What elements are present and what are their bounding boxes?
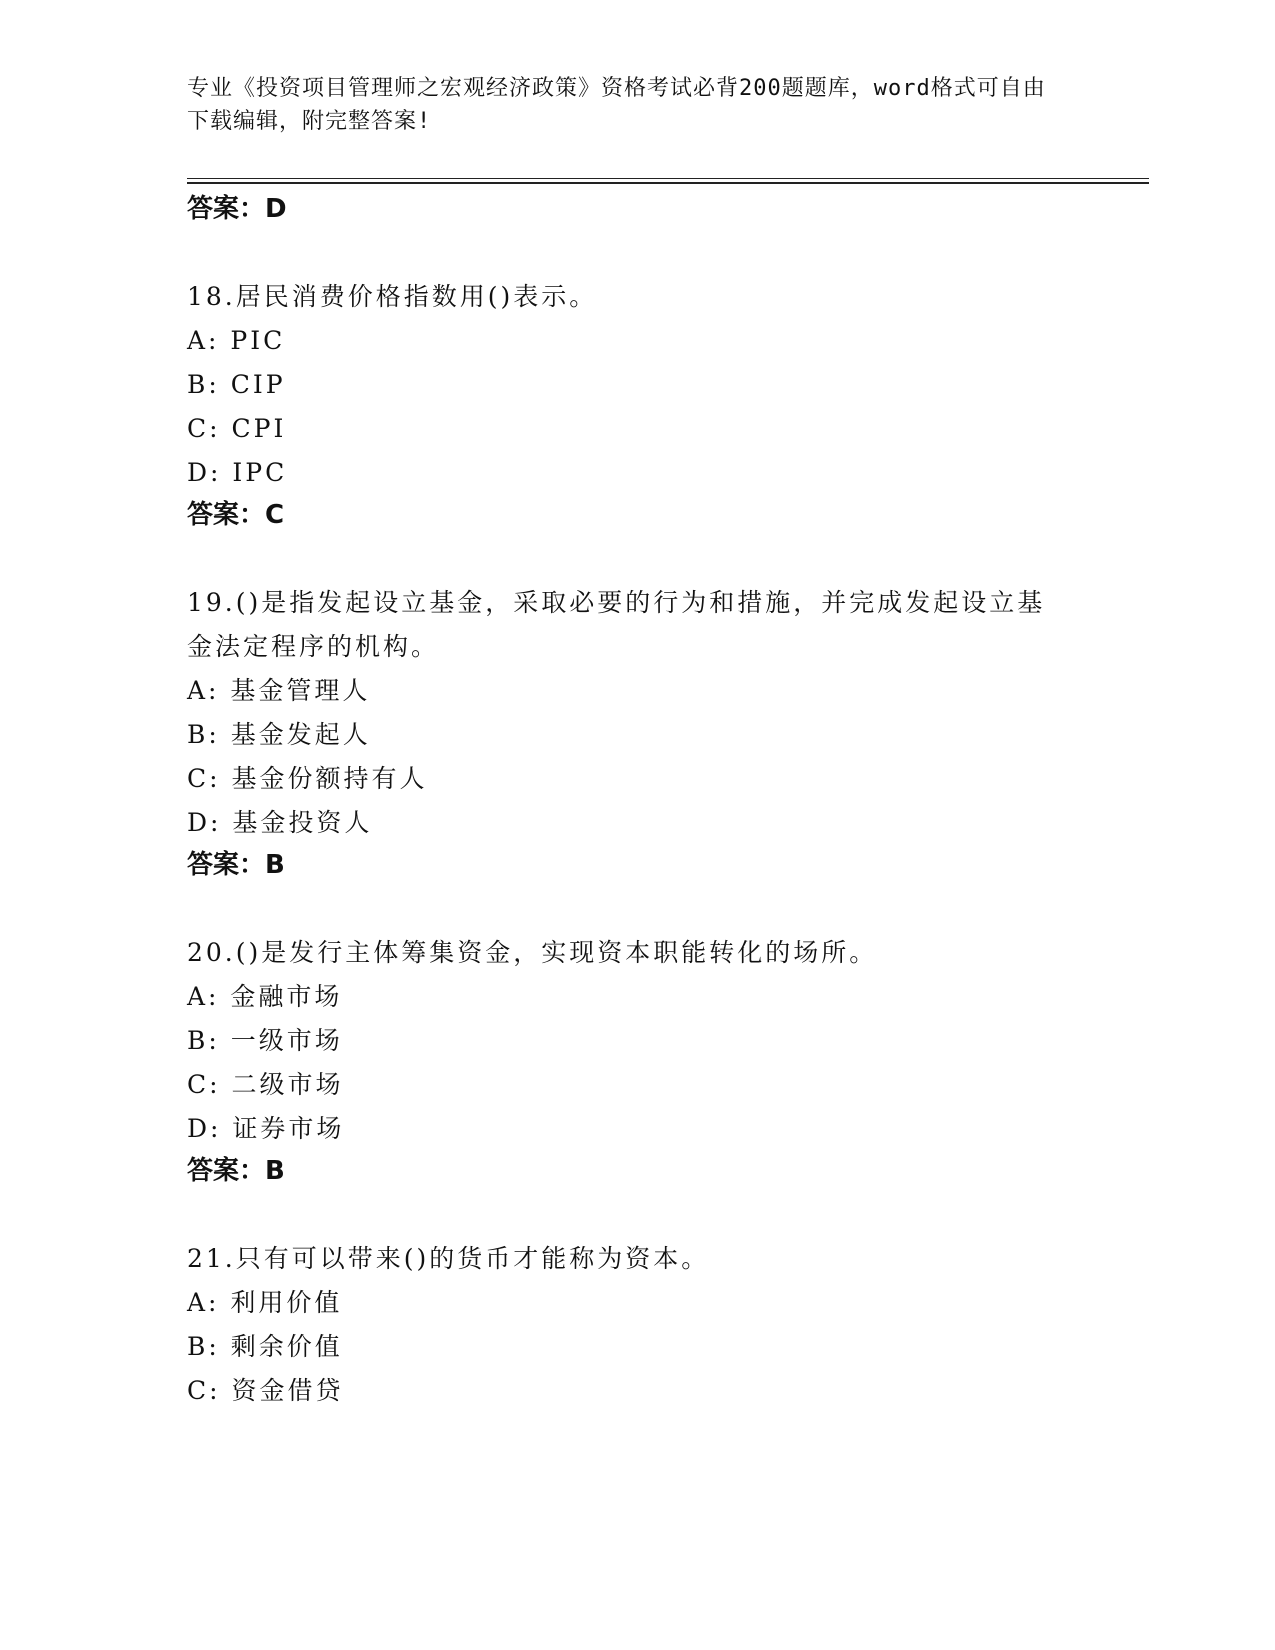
header-divider-top (187, 178, 1149, 179)
q19-option-c: C: 基金份额持有人 (187, 764, 428, 793)
header-divider-bottom (187, 182, 1149, 184)
q18-option-a: A: PIC (187, 326, 286, 355)
q20-option-d: D: 证券市场 (187, 1114, 345, 1143)
answer-19: 答案：B (187, 850, 285, 880)
q19-option-d: D: 基金投资人 (187, 808, 373, 837)
question-20: 20.()是发行主体筹集资金，实现资本职能转化的场所。 (187, 938, 878, 967)
q20-option-c: C: 二级市场 (187, 1070, 344, 1099)
question-19-line-2: 金法定程序的机构。 (187, 632, 440, 661)
q19-option-b: B: 基金发起人 (187, 720, 371, 749)
q21-option-b: B: 剩余价值 (187, 1332, 343, 1361)
document-header: 专业《投资项目管理师之宏观经济政策》资格考试必背200题题库，word格式可自由下载编辑，附完整答案! (187, 76, 1046, 134)
q18-option-d: D: IPC (187, 458, 288, 487)
q20-option-a: A: 金融市场 (187, 982, 343, 1011)
question-18: 18.居民消费价格指数用()表示。 (187, 282, 598, 311)
q21-option-c: C: 资金借贷 (187, 1376, 344, 1405)
q20-option-b: B: 一级市场 (187, 1026, 343, 1055)
question-21: 21.只有可以带来()的货币才能称为资本。 (187, 1244, 710, 1273)
question-19-line-1: 19.()是指发起设立基金，采取必要的行为和措施，并完成发起设立基 (187, 588, 1046, 617)
answer-18: 答案：C (187, 500, 285, 530)
answer-17: 答案：D (187, 194, 287, 224)
answer-20: 答案：B (187, 1156, 285, 1186)
q18-option-b: B: CIP (187, 370, 286, 399)
q19-option-a: A: 基金管理人 (187, 676, 371, 705)
q21-option-a: A: 利用价值 (187, 1288, 343, 1317)
q18-option-c: C: CPI (187, 414, 287, 443)
